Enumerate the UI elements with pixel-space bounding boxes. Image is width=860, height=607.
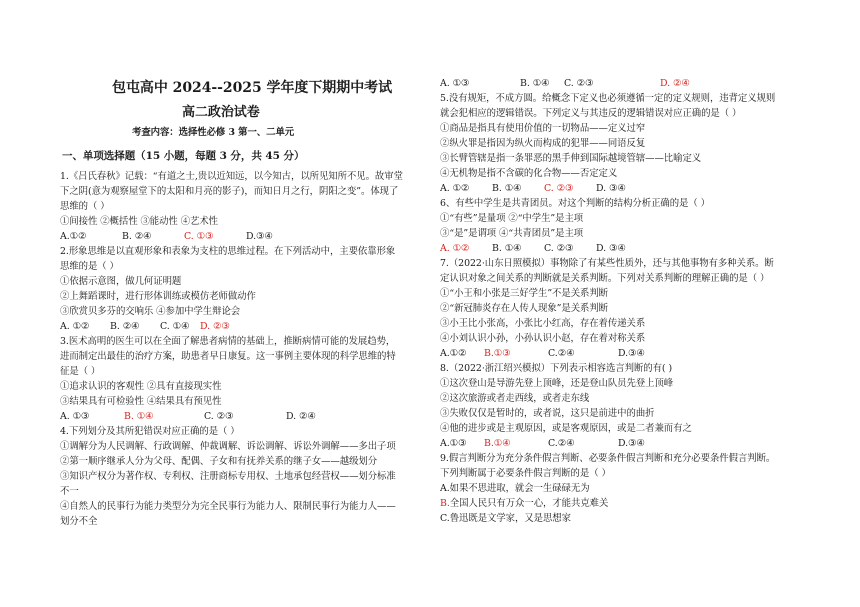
q3-line: ③结果具有可检验性 ④结果具有预见性 — [60, 396, 222, 407]
q7-line: ①“小王和小张是三好学生”不是关系判断 — [440, 288, 609, 299]
option-letter-correct: B. — [440, 498, 450, 509]
q5-line: ③长臂管辖是指一条罪恶的黑手伸到国际越境管辖——比喻定义 — [440, 153, 702, 164]
q2-line: 思维的是（ ） — [60, 261, 119, 272]
q9-line: 9.假言判断分为充分条件假言判断、必要条件假言判断和充分必要条件假言判断。 — [440, 453, 776, 464]
q4-line: ④自然人的民事行为能力类型分为完全民事行为能力人、限制民事行为能力人—— — [60, 501, 396, 512]
q5-line: ②纵火罪是指因为纵火而构成的犯罪——同语反复 — [440, 138, 646, 149]
q8-line: ③失败仅仅是暂时的，或者说，这只是前进中的曲折 — [440, 408, 655, 419]
q4-line: 不一 — [60, 486, 79, 497]
q4-line: ②第一顺序继承人分为父母、配偶、子女和有抚养关系的继子女——越级划分 — [60, 456, 378, 467]
option: B. ①④ — [520, 78, 550, 89]
option: A. ①② — [60, 321, 90, 332]
exam-title: 包屯高中 2024--2025 学年度下期期中考试 — [112, 80, 393, 96]
q8-line: ②这次旅游或者走西线，或者走东线 — [440, 393, 590, 404]
option-correct: C. ①③ — [184, 231, 214, 242]
q6-line: 6、有些中学生是共青团员。对这个判断的结构分析正确的是（ ） — [440, 198, 710, 209]
q3-line: ①追求认识的客观性 ②具有直接现实性 — [60, 381, 222, 392]
q3-options — [60, 411, 316, 423]
option: C. ②③ — [564, 78, 594, 89]
option-correct: D. ②④ — [660, 78, 690, 89]
option-correct: B.①④ — [484, 438, 511, 449]
option: A.①② — [440, 348, 467, 359]
option: A.①② — [60, 231, 87, 242]
option: D.③④ — [618, 348, 645, 359]
q3-line: 3.医术高明的医生可以在全面了解患者病情的基础上，推断病情可能的发展趋势， — [60, 336, 396, 347]
q7-options — [440, 348, 645, 360]
q9-option-c: C.鲁迅既是文学家，又是思想家 — [440, 513, 571, 524]
section-heading: 一、单项选择题（15 小题，每题 3 分，共 45 分） — [62, 150, 305, 162]
option: C. ②③ — [544, 243, 574, 254]
q4-options — [440, 78, 690, 90]
option: A. ①③ — [440, 78, 470, 89]
q5-line: ④无机物是指不含碳的化合物——否定定义 — [440, 168, 618, 179]
option: A.①③ — [440, 438, 467, 449]
exam-subtitle: 高二政治试卷 — [182, 105, 260, 120]
option: D. ③④ — [596, 183, 626, 194]
q8-line: ①这次登山是导游先登上顶峰，还是登山队员先登上顶峰 — [440, 378, 674, 389]
option: D.③④ — [246, 231, 273, 242]
q9-option-b — [440, 498, 608, 510]
q4-line: 4.下列划分及其所犯错误对应正确的是（ ） — [60, 426, 240, 437]
option: C.②④ — [548, 348, 575, 359]
option: C. ①④ — [160, 321, 190, 332]
q1-line: 1.《吕氏春秋》记载：“有道之士,贵以近知远，以今知古，以所见知所不见。故审堂 — [60, 171, 403, 182]
option-correct: B.①③ — [484, 348, 511, 359]
option: B. ①④ — [492, 183, 522, 194]
q1-line: 下之阴(意为观察屋堂下的太阳和月亮的影子)，而知日月之行，阴阳之变”。体现了 — [60, 186, 399, 197]
q9-option-a: A.如果不思进取，就会一生碌碌无为 — [440, 483, 590, 494]
q1-line: 思维的（ ） — [60, 201, 110, 212]
q8-options — [440, 438, 645, 450]
option: D. ②④ — [286, 411, 316, 422]
q7-line: 7.（2022·山东日照模拟）事物除了有某些性质外，还与其他事物有多种关系。断 — [440, 258, 774, 269]
q6-options — [440, 243, 626, 255]
q8-line: 8.（2022·浙江绍兴模拟）下列表示相容选言判断的有( ) — [440, 363, 673, 374]
q1-options — [60, 231, 273, 243]
q9-line: 下列判断属于必要条件假言判断的是（ ） — [440, 468, 611, 479]
q2-options — [60, 321, 230, 333]
option: A. ①③ — [60, 411, 90, 422]
q6-line: ③“是”是谓项 ④“共青团员”是主项 — [440, 228, 584, 239]
option-correct: C. ②③ — [544, 183, 574, 194]
q5-options — [440, 183, 626, 195]
q6-line: ①“有些”是量项 ②“中学生”是主项 — [440, 213, 584, 224]
q7-line: ③小王比小张高，小张比小红高，存在着传递关系 — [440, 318, 646, 329]
q4-line: 划分不全 — [60, 516, 98, 527]
q5-line: 5.没有规矩，不成方圆。给概念下定义也必须遵循一定的定义规则，违背定义规则 — [440, 93, 776, 104]
q7-line: ④小刘认识小孙，小孙认识小赵，存在着对称关系 — [440, 333, 646, 344]
option: A. ①② — [440, 183, 470, 194]
option: C.②④ — [548, 438, 575, 449]
q3-line: 征是（ ） — [60, 366, 101, 377]
q7-line: 定认识对象之间关系的判断就是关系判断。下列对关系判断的理解正确的是（ ） — [440, 273, 770, 284]
option: B. ①④ — [492, 243, 522, 254]
q1-line: ①间接性 ②概括性 ③能动性 ④艺术性 — [60, 216, 218, 227]
option: C. ②③ — [204, 411, 234, 422]
option: D. ③④ — [596, 243, 626, 254]
exam-scope: 考查内容：选择性必修 3 第一、二单元 — [132, 127, 295, 138]
option: D.③④ — [618, 438, 645, 449]
option-correct: B. ①④ — [124, 411, 154, 422]
q2-line: ③欣赏贝多芬的交响乐 ④参加中学生辩论会 — [60, 306, 241, 317]
option-correct: D. ②③ — [200, 321, 230, 332]
option-correct: A. ①② — [440, 243, 470, 254]
q3-line: 进而制定出最佳的治疗方案，助患者早日康复。这一事例主要体现的科学思维的特 — [60, 351, 396, 362]
option-text: 全国人民只有万众一心，才能共克难关 — [449, 498, 609, 509]
q7-line: ②“新冠肺炎存在人传人现象”是关系判断 — [440, 303, 609, 314]
q4-line: ③知识产权分为著作权、专利权、注册商标专用权、土地承包经营权——划分标准 — [60, 471, 396, 482]
option: B. ②④ — [110, 321, 140, 332]
option: B. ②④ — [122, 231, 152, 242]
q8-line: ④他的进步或是主观原因，或是客观原因，或是二者兼而有之 — [440, 423, 692, 434]
q5-line: 就会犯相应的逻辑错误。下列定义与其违反的逻辑错误对应正确的是（ ） — [440, 108, 742, 119]
q2-line: ②上舞蹈课时，进行形体训练或模仿老师做动作 — [60, 291, 256, 302]
q5-line: ①商品是指具有使用价值的一切物品——定义过窄 — [440, 123, 646, 134]
q4-line: ①调解分为人民调解、行政调解、仲裁调解、诉讼调解、诉讼外调解——多出子项 — [60, 441, 396, 452]
q2-line: 2.形象思维是以直观形象和表象为支柱的思维过程。在下列活动中，主要依靠形象 — [60, 246, 396, 257]
q2-line: ①依据示意图，做几何证明题 — [60, 276, 182, 287]
